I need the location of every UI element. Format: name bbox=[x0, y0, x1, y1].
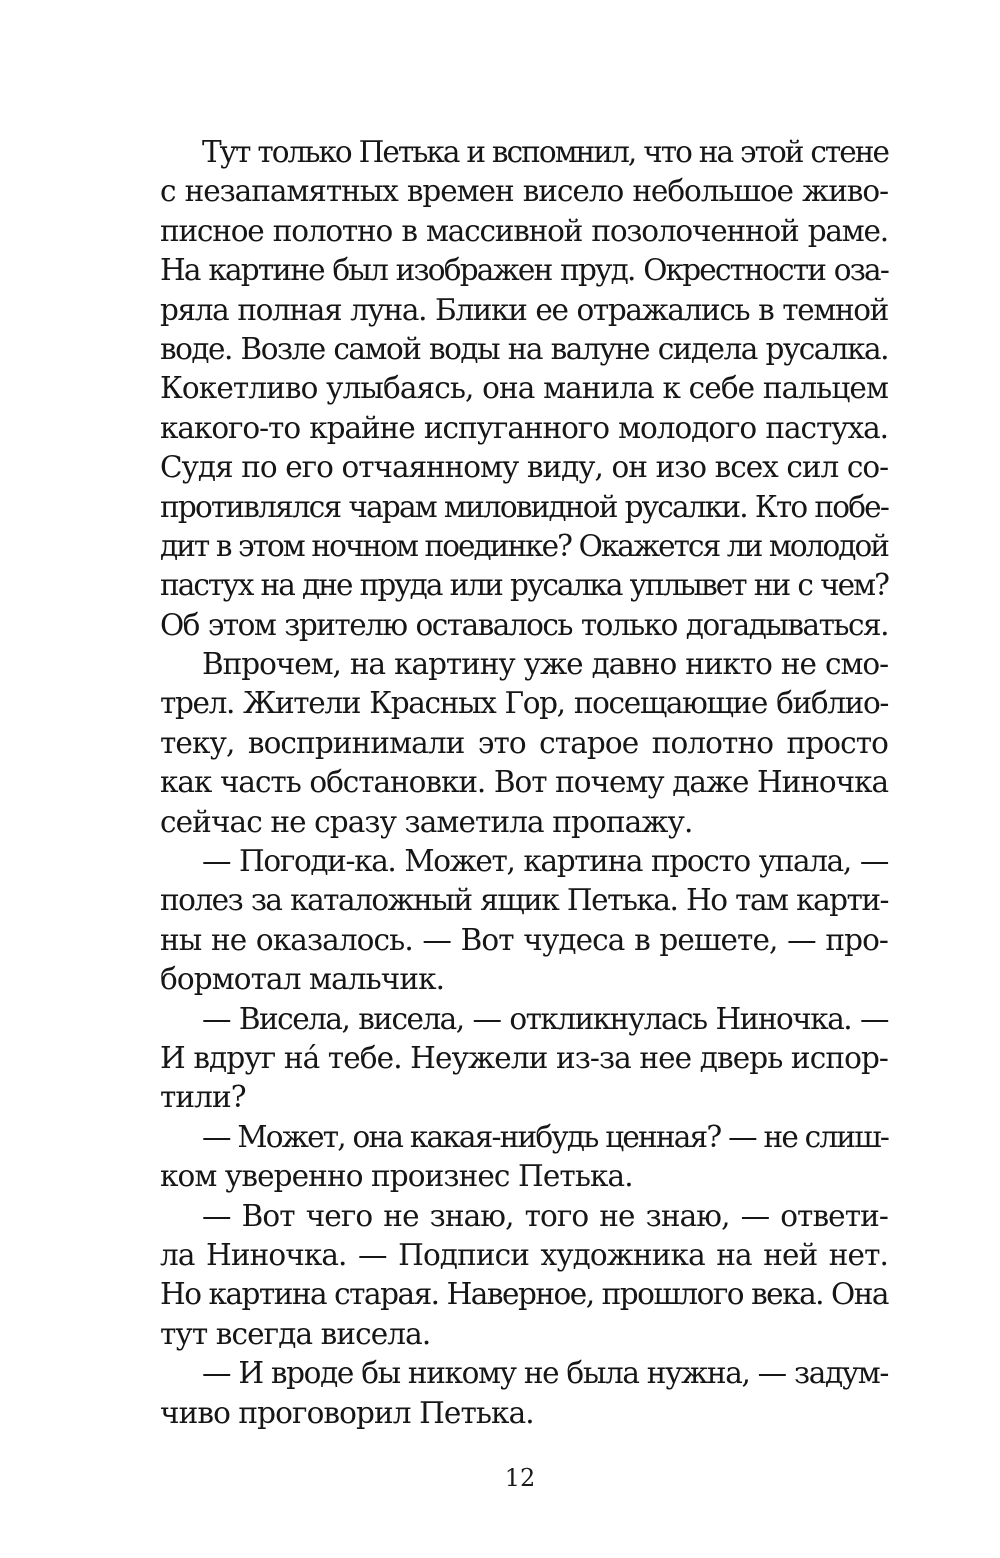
text-line: Впрочем, на картину уже давно никто не смо- bbox=[202, 647, 888, 682]
paragraph bbox=[160, 133, 888, 645]
paragraph bbox=[160, 1118, 888, 1197]
text-line: воде. Возле самой воды на валуне сидела русалка. bbox=[160, 331, 888, 366]
text-line: — Висела, висела, — откликнулась Ниночка. — bbox=[202, 1001, 888, 1036]
paragraph bbox=[160, 1354, 888, 1433]
paragraph bbox=[160, 1000, 888, 1118]
text-line: ны не оказалось. — Вот чудеса в решете, — про- bbox=[160, 922, 888, 957]
text-line: бормотал мальчик. bbox=[160, 962, 445, 997]
text-line: пастух на дне пруда или русалка уплывет ни с чем? bbox=[160, 568, 888, 603]
text-line: тут всегда висела. bbox=[160, 1316, 431, 1351]
text-line: полез за каталожный ящик Петька. Но там карти- bbox=[160, 883, 888, 918]
text-line: — Может, она какая-нибудь ценная? — не слиш- bbox=[202, 1119, 888, 1154]
text-line: — Вот чего не знаю, того не знаю, — ответи- bbox=[202, 1198, 888, 1233]
text-line: — Погоди-ка. Может, картина просто упала, — bbox=[202, 844, 888, 879]
body-text bbox=[160, 133, 888, 1433]
text-line: На картине был изображен пруд. Окрестности оза- bbox=[160, 253, 888, 288]
text-line: чиво проговорил Петька. bbox=[160, 1395, 534, 1430]
text-line: И вдруг на́ тебе. Неужели из-за нее дверь испор- bbox=[160, 1040, 888, 1075]
text-line: ряла полная луна. Блики ее отражались в темной bbox=[160, 292, 888, 327]
text-line: какого-то крайне испуганного молодого пастуха. bbox=[160, 410, 888, 445]
text-line: ла Ниночка. — Подписи художника на ней нет. bbox=[160, 1237, 888, 1272]
text-line: трел. Жители Красных Гор, посещающие библио- bbox=[160, 686, 888, 721]
text-line: противлялся чарам миловидной русалки. Кто побе- bbox=[160, 489, 888, 524]
text-line: теку, воспринимали это старое полотно просто bbox=[160, 725, 888, 760]
text-line: тили? bbox=[160, 1080, 246, 1115]
text-line: дит в этом ночном поединке? Окажется ли молодой bbox=[160, 528, 888, 563]
text-line: как часть обстановки. Вот почему даже Ниночка bbox=[160, 765, 888, 800]
paragraph bbox=[160, 645, 888, 842]
text-line: Об этом зрителю оставалось только догадываться. bbox=[160, 607, 888, 642]
text-line: с незапамятных времен висело небольшое живо- bbox=[160, 174, 888, 209]
page-number: 12 bbox=[504, 1464, 536, 1492]
text-line: ком уверенно произнес Петька. bbox=[160, 1159, 633, 1194]
text-line: писное полотно в массивной позолоченной раме. bbox=[160, 213, 888, 248]
text-line: Кокетливо улыбаясь, она манила к себе пальцем bbox=[160, 371, 888, 406]
text-line: Судя по его отчаянному виду, он изо всех сил со- bbox=[160, 450, 888, 485]
text-line: Но картина старая. Наверное, прошлого века. Она bbox=[160, 1277, 888, 1312]
text-line: сейчас не сразу заметила пропажу. bbox=[160, 804, 693, 839]
text-line: Тут только Петька и вспомнил, что на этой стене bbox=[202, 135, 888, 169]
paragraph bbox=[160, 1197, 888, 1355]
paragraph bbox=[160, 842, 888, 1000]
text-line: — И вроде бы никому не была нужна, — задум- bbox=[202, 1356, 888, 1391]
